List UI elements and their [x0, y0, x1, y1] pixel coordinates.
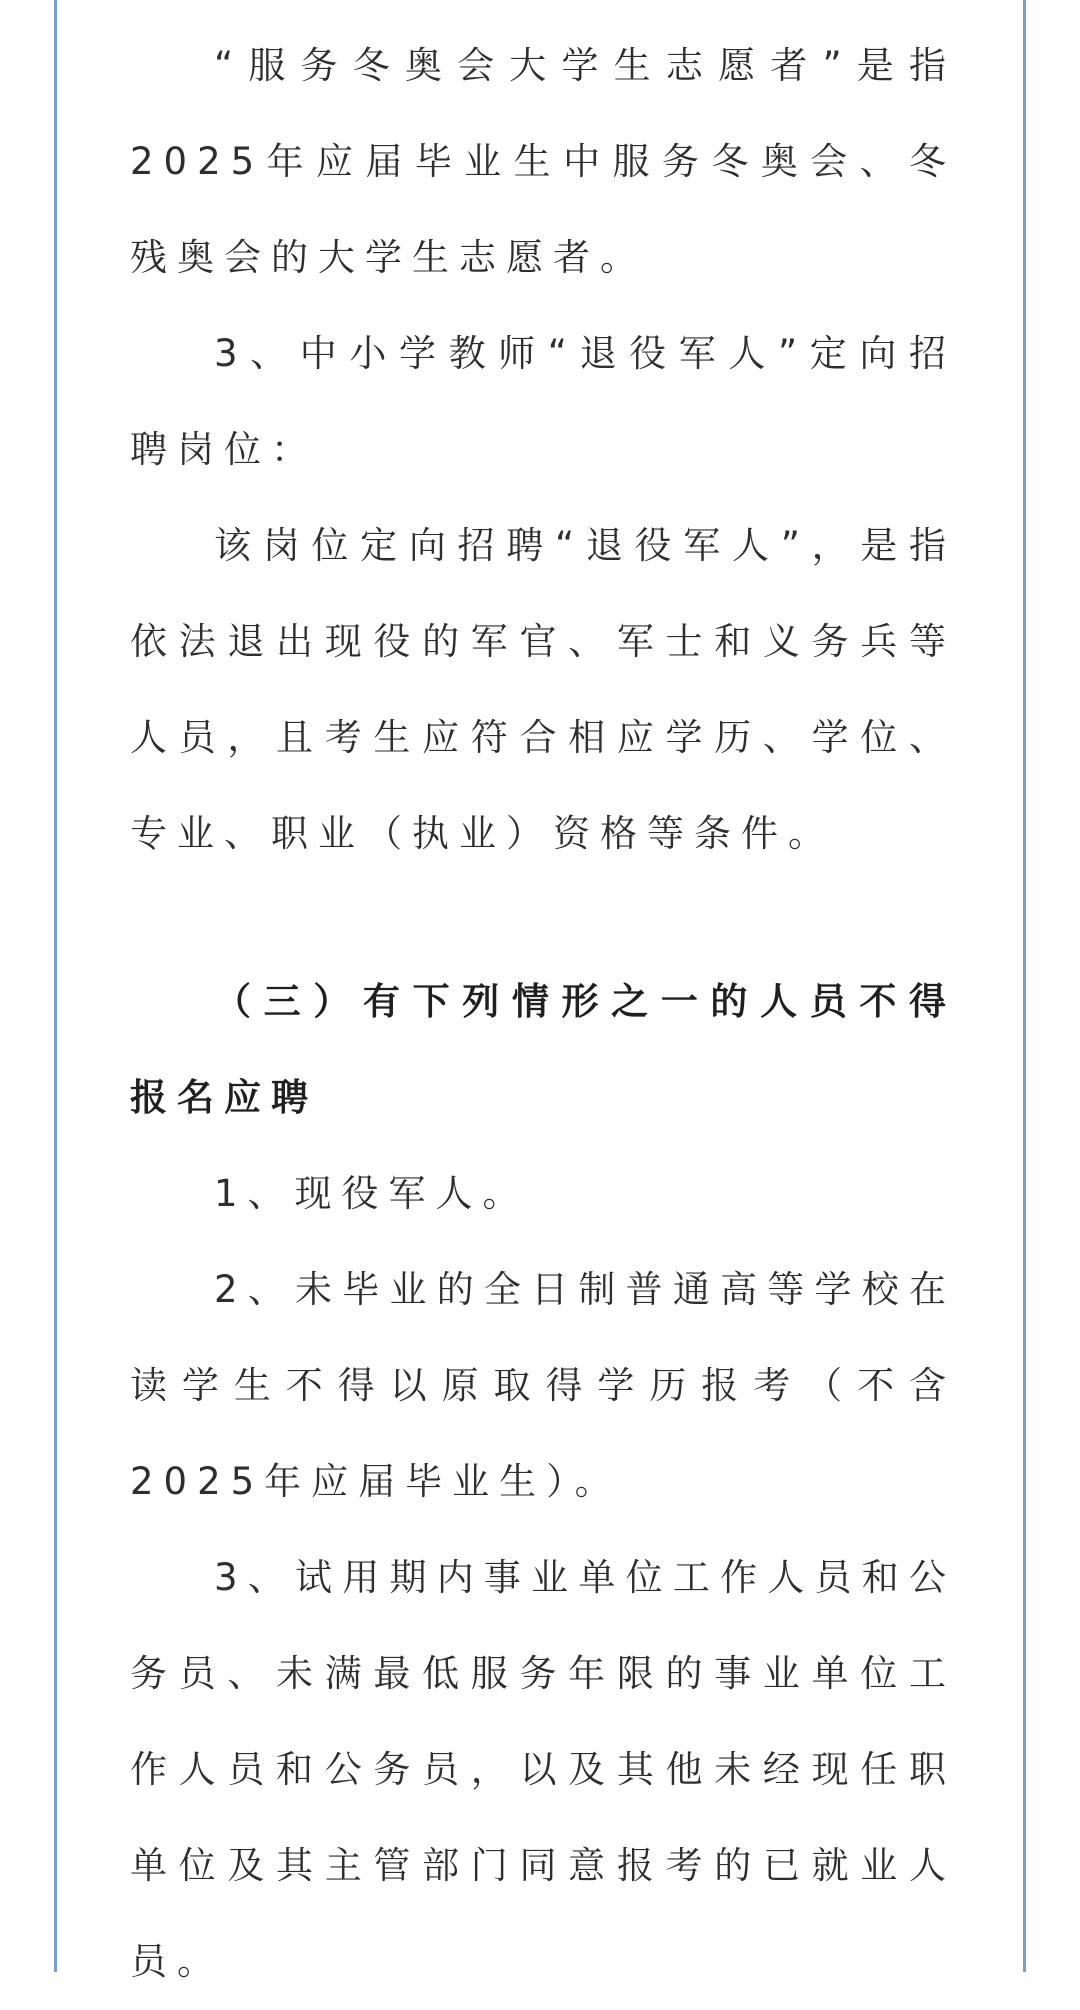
paragraph-volunteer-definition: “服务冬奥会大学生志愿者”是指2025年应届毕业生中服务冬奥会、冬残奥会的大学生志愿者。: [130, 44, 956, 279]
paragraph-veteran-definition: 该岗位定向招聘“退役军人”，是指依法退出现役的军官、军士和义务兵等人员，且考生应符合相应学历、学位、专业、职业（执业）资格等条件。: [130, 524, 956, 855]
list-item: 2、未毕业的全日制普通高等学校在读学生不得以原取得学历报考（不含2025年应届毕业生）。: [130, 1268, 956, 1503]
article-body: [130, 18, 956, 2010]
section-spacer: [130, 882, 956, 954]
section-heading: （三）有下列情形之一的人员不得报名应聘: [130, 980, 956, 1119]
paragraph-veteran-post-title: 3、中小学教师“退役军人”定向招聘岗位：: [130, 332, 956, 471]
list-item: 1、现役军人。: [214, 1172, 530, 1215]
list-item: 3、试用期内事业单位工作人员和公务员、未满最低服务年限的事业单位工作人员和公务员，以及其他未经现任职单位及其主管部门同意报考的已就业人员。: [130, 1556, 956, 1983]
